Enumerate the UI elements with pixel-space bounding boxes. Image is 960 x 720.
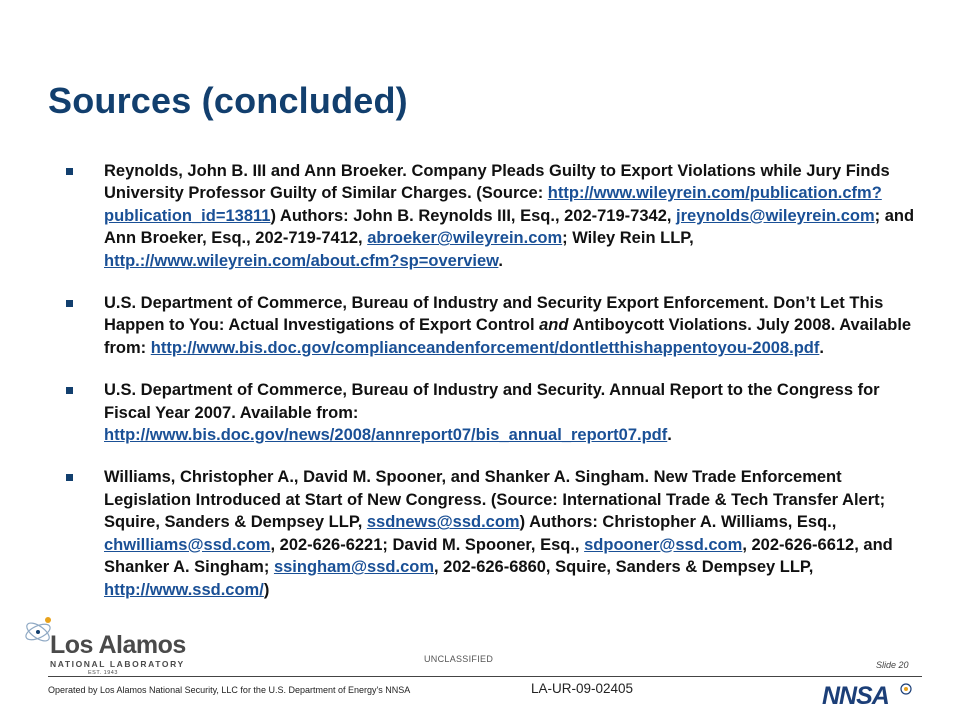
classification-label: UNCLASSIFIED <box>424 654 494 664</box>
email-link[interactable]: sdpooner@ssd.com <box>584 535 743 554</box>
email-link[interactable]: chwilliams@ssd.com <box>104 535 271 554</box>
email-link[interactable]: ssingham@ssd.com <box>273 558 434 577</box>
source-text: Reynolds, John B. III and Ann Broeker. Company Pleads Guilty to Export Violations while Jury Finds University Professor Guilty of Similar Charges. (Source: <box>104 162 890 203</box>
source-item-commerce-enforcement <box>66 292 928 359</box>
source-text: U.S. Department of Commerce, Bureau of Industry and Security Export Enforcement. Don’t Let This Happen to You: Actual Investigations of Export Control <box>104 294 884 335</box>
sources-list <box>66 160 928 621</box>
email-link[interactable]: ssdnews@ssd.com <box>366 513 520 532</box>
operated-by-text: Operated by Los Alamos National Security, LLC for the U.S. Department of Energy's NNSA <box>48 685 411 695</box>
source-link[interactable]: http://www.wileyrein.com/publication.cfm?publication_id=13811 <box>104 184 882 225</box>
square-bullet-icon <box>66 300 73 307</box>
source-text: Antiboycott Violations. July 2008. Available from: <box>104 316 912 357</box>
slide-title: Sources (concluded) <box>48 80 408 121</box>
source-text: . <box>819 338 824 357</box>
source-text: . <box>667 426 672 445</box>
source-link[interactable]: http.://www.wileyrein.com/about.cfm?sp=overview <box>104 251 499 270</box>
source-text: ) Authors: John B. Reynolds III, Esq., 202-719-7342, <box>270 206 677 225</box>
email-link[interactable]: abroeker@wileyrein.com <box>367 229 563 248</box>
source-link[interactable]: http://www.bis.doc.gov/news/2008/annreport07/bis_annual_report07.pdf <box>104 426 668 445</box>
document-id: LA-UR-09-02405 <box>531 681 634 696</box>
source-item-reynolds <box>66 160 928 272</box>
nnsa-logo-text: NNSA <box>822 682 889 710</box>
source-text: . <box>498 251 503 270</box>
source-emphasis: and <box>539 316 569 335</box>
nnsa-logo-icon <box>820 680 916 710</box>
square-bullet-icon <box>66 387 73 394</box>
logo-subtitle: NATIONAL LABORATORY <box>50 659 185 669</box>
logo-established: EST. 1943 <box>88 670 118 676</box>
source-text: Williams, Christopher A., David M. Spooner, and Shanker A. Singham. New Trade Enforcement Legislation Introduced at Start of New Congress. (Source: International Trade & Tech Transfer Alert; Squire, Sanders & Dempsey LLP, <box>104 468 886 532</box>
source-text: , 202-626-6612, and Shanker A. Singham; <box>104 535 893 577</box>
slide-number: Slide 20 <box>876 660 909 670</box>
square-bullet-icon <box>66 168 73 175</box>
source-link[interactable]: http://www.ssd.com/ <box>104 580 264 599</box>
source-link[interactable]: http://www.bis.doc.gov/complianceandenforcement/dontletthishappentoyou-2008.pdf <box>150 338 820 357</box>
source-text: ; and Ann Broeker, Esq., 202-719-7412, <box>104 206 915 248</box>
source-text: , 202-626-6860, Squire, Sanders & Dempsey LLP, <box>434 558 814 577</box>
footer-divider <box>48 676 922 677</box>
logo-name: Los Alamos <box>50 631 186 659</box>
source-item-williams <box>66 466 928 600</box>
source-text: ) <box>263 580 270 599</box>
square-bullet-icon <box>66 474 73 481</box>
email-link[interactable]: jreynolds@wileyrein.com <box>676 206 875 225</box>
source-text: ) Authors: Christopher A. Williams, Esq., <box>519 513 837 532</box>
source-text: ; Wiley Rein LLP, <box>562 229 694 248</box>
source-text: , 202-626-6221; David M. Spooner, Esq., <box>270 535 585 554</box>
source-text: U.S. Department of Commerce, Bureau of Industry and Security. Annual Report to the Congress for Fiscal Year 2007. Available from: <box>104 381 880 422</box>
source-item-commerce-annual-report <box>66 379 928 446</box>
